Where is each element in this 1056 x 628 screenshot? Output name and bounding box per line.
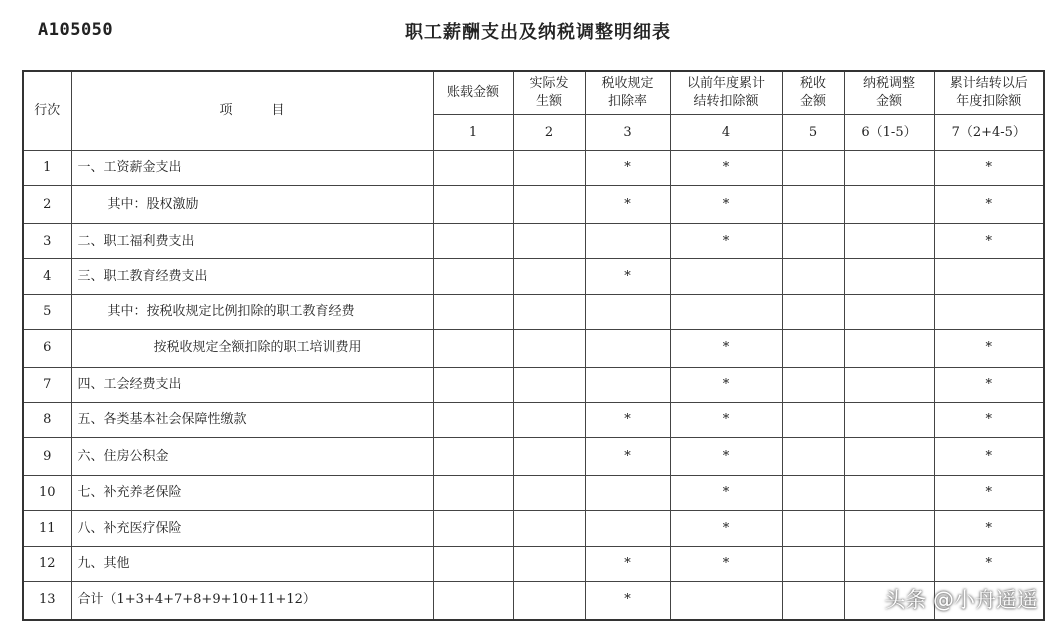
value-cell — [433, 402, 513, 437]
row-item: 八、补充医疗保险 — [71, 511, 433, 546]
star-cell: * — [934, 511, 1044, 546]
value-cell — [433, 476, 513, 511]
table-row — [23, 546, 1044, 581]
value-cell — [782, 151, 844, 186]
value-cell — [844, 224, 934, 259]
header-num-6: 6（1-5） — [844, 115, 934, 151]
star-cell: * — [934, 402, 1044, 437]
value-cell — [782, 511, 844, 546]
row-number: 13 — [23, 581, 71, 620]
value-cell — [433, 224, 513, 259]
value-cell — [513, 511, 585, 546]
value-cell — [433, 438, 513, 476]
form-code: A105050 — [38, 20, 114, 40]
value-cell — [670, 581, 782, 620]
value-cell — [513, 581, 585, 620]
row-number: 6 — [23, 329, 71, 367]
table-row — [23, 438, 1044, 476]
value-cell — [433, 581, 513, 620]
row-item: 二、职工福利费支出 — [71, 224, 433, 259]
header-num-5: 5 — [782, 115, 844, 151]
value-cell — [782, 581, 844, 620]
value-cell — [782, 186, 844, 224]
star-cell: * — [585, 402, 670, 437]
table-row — [23, 367, 1044, 402]
star-cell: * — [934, 476, 1044, 511]
value-cell — [934, 259, 1044, 294]
row-item: 九、其他 — [71, 546, 433, 581]
row-number: 9 — [23, 438, 71, 476]
header-col-3: 税收规定 扣除率 — [585, 71, 670, 115]
row-item: 三、职工教育经费支出 — [71, 259, 433, 294]
star-cell: * — [934, 224, 1044, 259]
header-num-7: 7（2+4-5） — [934, 115, 1044, 151]
row-item: 其中：股权激励 — [71, 186, 433, 224]
value-cell — [844, 294, 934, 329]
value-cell — [844, 546, 934, 581]
value-cell — [844, 476, 934, 511]
salary-adjustment-table — [22, 70, 1045, 621]
value-cell — [585, 476, 670, 511]
value-cell — [585, 511, 670, 546]
row-number: 4 — [23, 259, 71, 294]
star-cell: * — [934, 546, 1044, 581]
value-cell — [433, 151, 513, 186]
row-item: 六、住房公积金 — [71, 438, 433, 476]
value-cell — [782, 476, 844, 511]
value-cell — [513, 476, 585, 511]
row-item: 合计（1+3+4+7+8+9+10+11+12） — [71, 581, 433, 620]
value-cell — [782, 367, 844, 402]
star-cell: * — [670, 186, 782, 224]
star-cell: * — [934, 438, 1044, 476]
row-item: 一、工资薪金支出 — [71, 151, 433, 186]
row-number: 3 — [23, 224, 71, 259]
star-cell: * — [934, 186, 1044, 224]
header-col-2: 实际发 生额 — [513, 71, 585, 115]
table-row — [23, 151, 1044, 186]
value-cell — [844, 511, 934, 546]
value-cell — [513, 294, 585, 329]
value-cell — [513, 151, 585, 186]
row-number: 11 — [23, 511, 71, 546]
value-cell — [433, 186, 513, 224]
value-cell — [513, 402, 585, 437]
value-cell — [782, 259, 844, 294]
star-cell: * — [670, 367, 782, 402]
star-cell: * — [670, 402, 782, 437]
table-row — [23, 476, 1044, 511]
star-cell: * — [585, 186, 670, 224]
row-item: 按税收规定全额扣除的职工培训费用 — [71, 329, 433, 367]
value-cell — [433, 511, 513, 546]
star-cell: * — [585, 546, 670, 581]
value-cell — [670, 259, 782, 294]
row-number: 12 — [23, 546, 71, 581]
row-item: 四、工会经费支出 — [71, 367, 433, 402]
value-cell — [782, 402, 844, 437]
value-cell — [585, 224, 670, 259]
value-cell — [585, 294, 670, 329]
value-cell — [670, 294, 782, 329]
row-item: 七、补充养老保险 — [71, 476, 433, 511]
header-num-1: 1 — [433, 115, 513, 151]
value-cell — [433, 294, 513, 329]
star-cell: * — [934, 329, 1044, 367]
header-num-4: 4 — [670, 115, 782, 151]
value-cell — [844, 402, 934, 437]
star-cell: * — [585, 581, 670, 620]
value-cell — [585, 367, 670, 402]
table-row — [23, 259, 1044, 294]
star-cell: * — [670, 476, 782, 511]
value-cell — [782, 294, 844, 329]
star-cell: * — [670, 329, 782, 367]
row-number: 8 — [23, 402, 71, 437]
value-cell — [844, 186, 934, 224]
form-title: 职工薪酬支出及纳税调整明细表 — [405, 22, 671, 43]
value-cell — [513, 546, 585, 581]
star-cell: * — [934, 367, 1044, 402]
value-cell — [433, 546, 513, 581]
star-cell: * — [585, 438, 670, 476]
watermark: 头条 @小舟遥遥 — [884, 588, 1038, 612]
header-row-no: 行次 — [23, 71, 71, 151]
value-cell — [513, 367, 585, 402]
header-col-6: 纳税调整 金额 — [844, 71, 934, 115]
row-item: 其中：按税收规定比例扣除的职工教育经费 — [71, 294, 433, 329]
value-cell — [513, 329, 585, 367]
table-row — [23, 294, 1044, 329]
row-number: 1 — [23, 151, 71, 186]
value-cell — [513, 186, 585, 224]
value-cell — [513, 224, 585, 259]
value-cell — [844, 151, 934, 186]
table-row — [23, 329, 1044, 367]
header-col-1: 账载金额 — [433, 71, 513, 115]
value-cell — [433, 329, 513, 367]
table-row — [23, 402, 1044, 437]
value-cell — [782, 224, 844, 259]
value-cell — [585, 329, 670, 367]
star-cell: * — [670, 511, 782, 546]
header-col-4: 以前年度累计 结转扣除额 — [670, 71, 782, 115]
star-cell: * — [585, 151, 670, 186]
header-item: 项 目 — [71, 71, 433, 151]
star-cell: * — [670, 151, 782, 186]
row-number: 10 — [23, 476, 71, 511]
star-cell: * — [670, 438, 782, 476]
value-cell — [513, 438, 585, 476]
header-col-7: 累计结转以后 年度扣除额 — [934, 71, 1044, 115]
row-item: 五、各类基本社会保障性缴款 — [71, 402, 433, 437]
table-row — [23, 224, 1044, 259]
row-number: 5 — [23, 294, 71, 329]
table-row — [23, 511, 1044, 546]
value-cell — [433, 259, 513, 294]
value-cell — [433, 367, 513, 402]
star-cell: * — [585, 259, 670, 294]
row-number: 2 — [23, 186, 71, 224]
value-cell — [844, 438, 934, 476]
value-cell — [844, 259, 934, 294]
header-num-3: 3 — [585, 115, 670, 151]
header-row — [23, 71, 1044, 115]
value-cell — [844, 329, 934, 367]
value-cell — [934, 294, 1044, 329]
star-cell: * — [934, 151, 1044, 186]
value-cell — [513, 259, 585, 294]
star-cell: * — [670, 546, 782, 581]
header-num-2: 2 — [513, 115, 585, 151]
value-cell — [844, 367, 934, 402]
star-cell: * — [670, 224, 782, 259]
table-row — [23, 186, 1044, 224]
value-cell — [782, 329, 844, 367]
value-cell — [782, 438, 844, 476]
row-number: 7 — [23, 367, 71, 402]
header-col-5: 税收 金额 — [782, 71, 844, 115]
value-cell — [782, 546, 844, 581]
